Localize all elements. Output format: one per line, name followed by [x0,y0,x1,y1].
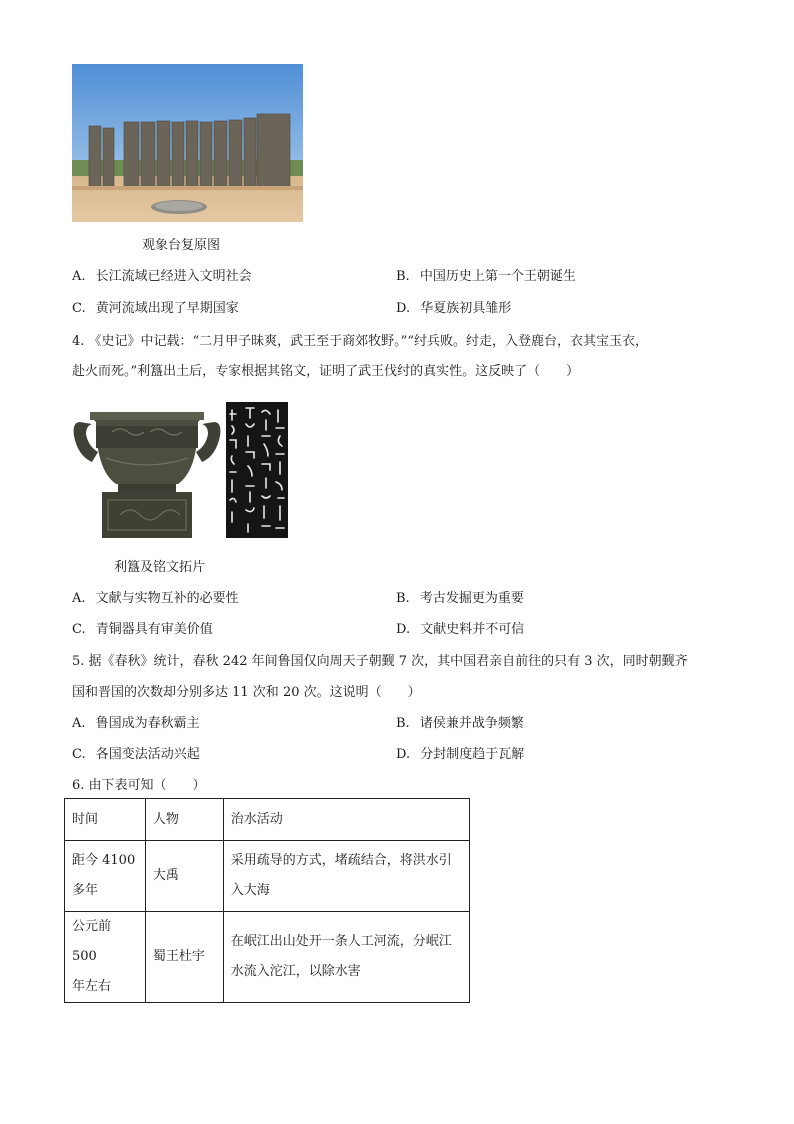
q6-stem: 6. 由下表可知（ ） [72,778,206,793]
option-text: 中国历史上第一个王朝诞生 [419,269,576,284]
option-text: 诸侯兼并战争频繁 [419,716,524,731]
option-letter: D. [396,747,411,762]
option-letter: D. [396,301,411,316]
option-letter: C. [72,301,86,316]
option-letter: A. [72,716,86,731]
option-text: 文献与实物互补的必要性 [95,591,239,606]
option-text: 文献史料并不可信 [420,622,525,637]
q3-option-a[interactable] [72,265,252,284]
cell-line: 年左右 [72,979,112,994]
option-text: 黄河流域出现了早期国家 [95,301,239,316]
cell-line: 公元前 500 [72,919,112,964]
table-row [65,912,470,1003]
table-header-row [65,799,470,841]
option-letter: B. [396,716,410,731]
q4-option-b[interactable] [396,587,524,606]
table-cell-time [65,912,146,1003]
inscription-rubbing [226,402,288,538]
figure2-caption: 利簋及铭文拓片 [114,560,206,575]
table-row [65,841,470,912]
q4-option-a[interactable] [72,587,239,606]
q4-option-d[interactable] [396,618,524,637]
table-cell-person: 大禹 [145,841,223,912]
table-cell-activity [223,841,469,912]
cell-line: 在岷江出山处开一条人工河流，分岷江 [230,934,452,949]
q5-option-c[interactable] [72,743,200,762]
option-letter: C. [72,747,86,762]
option-text: 分封制度趋于瓦解 [420,747,525,762]
table-cell-person: 蜀王杜宇 [145,912,223,1003]
figure1-caption: 观象台复原图 [142,238,221,253]
q3-option-c[interactable] [72,297,239,316]
q5-stem-line2: 国和晋国的次数却分别多达 11 次和 20 次。这说明（ ） [72,685,421,700]
option-letter: B. [396,591,410,606]
q4-stem-line2: 赴火而死。”利簋出土后，专家根据其铭文，证明了武王伐纣的真实性。这反映了（ ） [72,364,580,379]
q5-option-d[interactable] [396,743,524,762]
cell-line: 入大海 [230,883,270,898]
observatory-photo [72,64,303,222]
option-text: 长江流域已经进入文明社会 [95,269,252,284]
option-text: 鲁国成为春秋霸主 [95,716,200,731]
li-gui-vessel-photo [72,402,222,538]
table-header-cell: 人物 [145,799,223,841]
table-cell-time [65,841,146,912]
table-header-cell: 治水活动 [223,799,469,841]
option-text: 考古发掘更为重要 [419,591,524,606]
q5-option-a[interactable] [72,712,200,731]
q5-option-b[interactable] [396,712,524,731]
option-text: 华夏族初具雏形 [420,301,512,316]
cell-line: 多年 [72,883,99,898]
option-letter: B. [396,269,410,284]
q3-option-b[interactable] [396,265,576,284]
option-letter: A. [72,269,86,284]
q4-option-c[interactable] [72,618,213,637]
q5-stem-line1: 5. 据《春秋》统计，春秋 242 年间鲁国仅向周天子朝觐 7 次，其中国君亲自前往的只有 3 次，同时朝觐齐 [72,654,688,669]
flood-control-table [64,798,470,1003]
option-text: 青铜器具有审美价值 [95,622,213,637]
option-letter: D. [396,622,411,637]
option-letter: C. [72,622,86,637]
option-text: 各国变法活动兴起 [95,747,200,762]
q3-option-d[interactable] [396,297,511,316]
cell-line: 距今 4100 [72,853,136,868]
cell-line: 水流入沱江，以除水害 [230,964,361,979]
cell-line: 采用疏导的方式，堵疏结合，将洪水引 [230,853,452,868]
table-header-cell: 时间 [65,799,146,841]
q4-stem-line1: 4. 《史记》中记载：“二月甲子昧爽，武王至于商郊牧野。”“纣兵败。纣走，入登鹿台，衣其宝玉衣， [72,334,648,349]
table-cell-activity [223,912,469,1003]
option-letter: A. [72,591,86,606]
